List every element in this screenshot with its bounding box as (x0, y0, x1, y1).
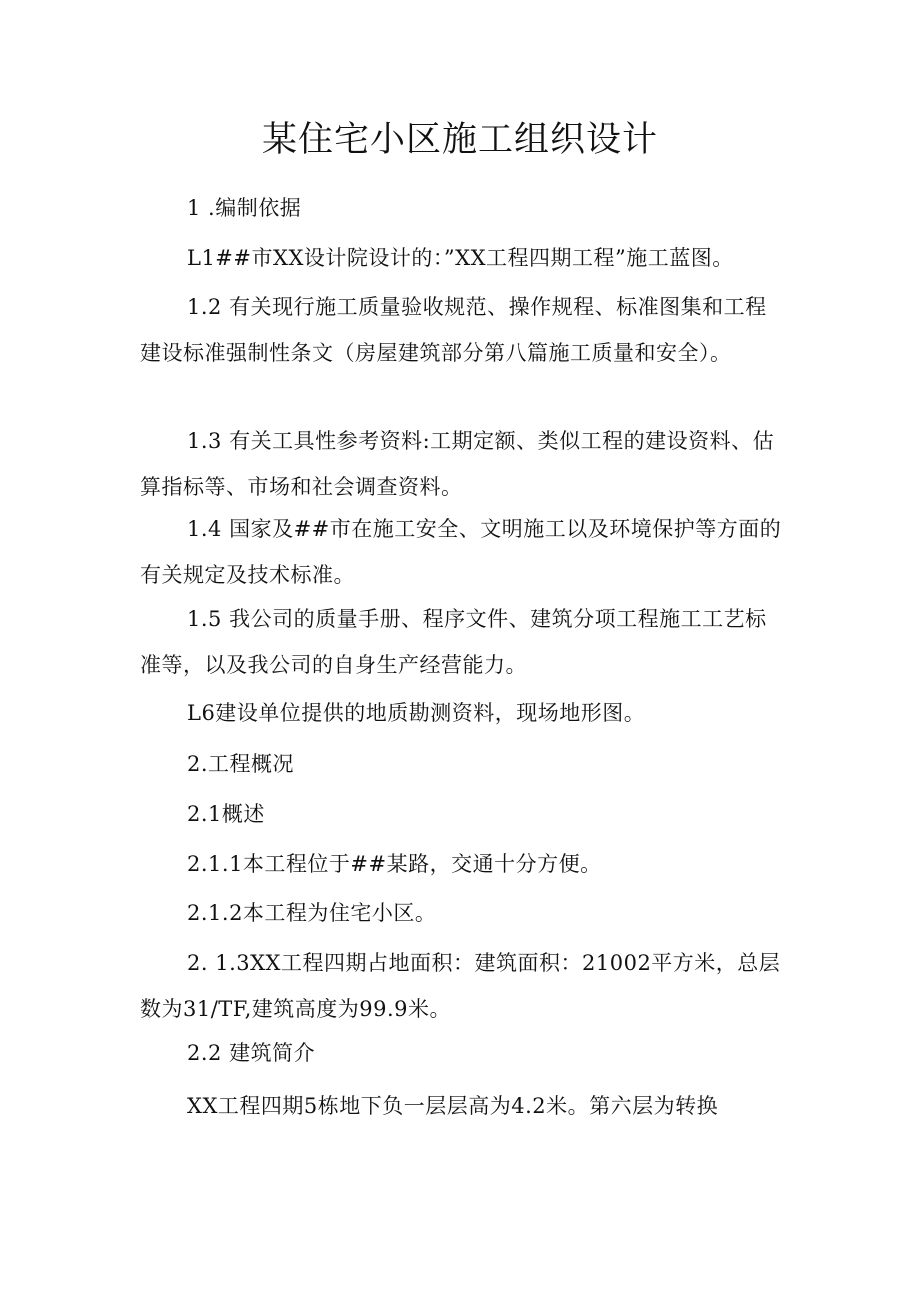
paragraph-1-1: L1##市XX设计院设计的：”XX工程四期工程”施工蓝图。 (187, 246, 734, 270)
paragraph-1-6: L6建设单位提供的地质勘测资料，现场地形图。 (187, 701, 646, 725)
paragraph-1: 1 .编制依据 (187, 196, 302, 220)
paragraph-2-2-text: XX工程四期5栋地下负一层层高为4.2米。第六层为转换 (187, 1094, 719, 1118)
document-title: 某住宅小区施工组织设计 (261, 120, 658, 160)
paragraph-1-3: 1.3 有关工具性参考资料:工期定额、类似工程的建设资料、估算指标等、市场和社会调查资料。 (140, 429, 775, 499)
section-2-heading: 2.工程概况 (187, 752, 295, 776)
section-2-2-heading: 2.2 建筑简介 (187, 1041, 316, 1065)
paragraph-2-1-2: 2.1.2本工程为住宅小区。 (187, 901, 437, 925)
paragraph-2-1-1: 2.1.1本工程位于##某路，交通十分方便。 (187, 852, 602, 876)
paragraph-1-2: 1.2 有关现行施工质量验收规范、操作规程、标准图集和工程建设标准强制性条文（房屋建筑部分第八篇施工质量和安全）。 (140, 295, 767, 365)
paragraph-1-4: 1.4 国家及##市在施工安全、文明施工以及环境保护等方面的有关规定及技术标准。 (140, 517, 782, 587)
paragraph-2-1-3: 2. 1.3XX工程四期占地面积：建筑面积：21002平方米，总层数为31/TF,建筑高度为99.9米。 (140, 951, 781, 1021)
paragraph-1-5: 1.5 我公司的质量手册、程序文件、建筑分项工程施工工艺标准等，以及我公司的自身生产经营能力。 (140, 607, 767, 677)
section-2-1-heading: 2.1概述 (187, 802, 265, 826)
